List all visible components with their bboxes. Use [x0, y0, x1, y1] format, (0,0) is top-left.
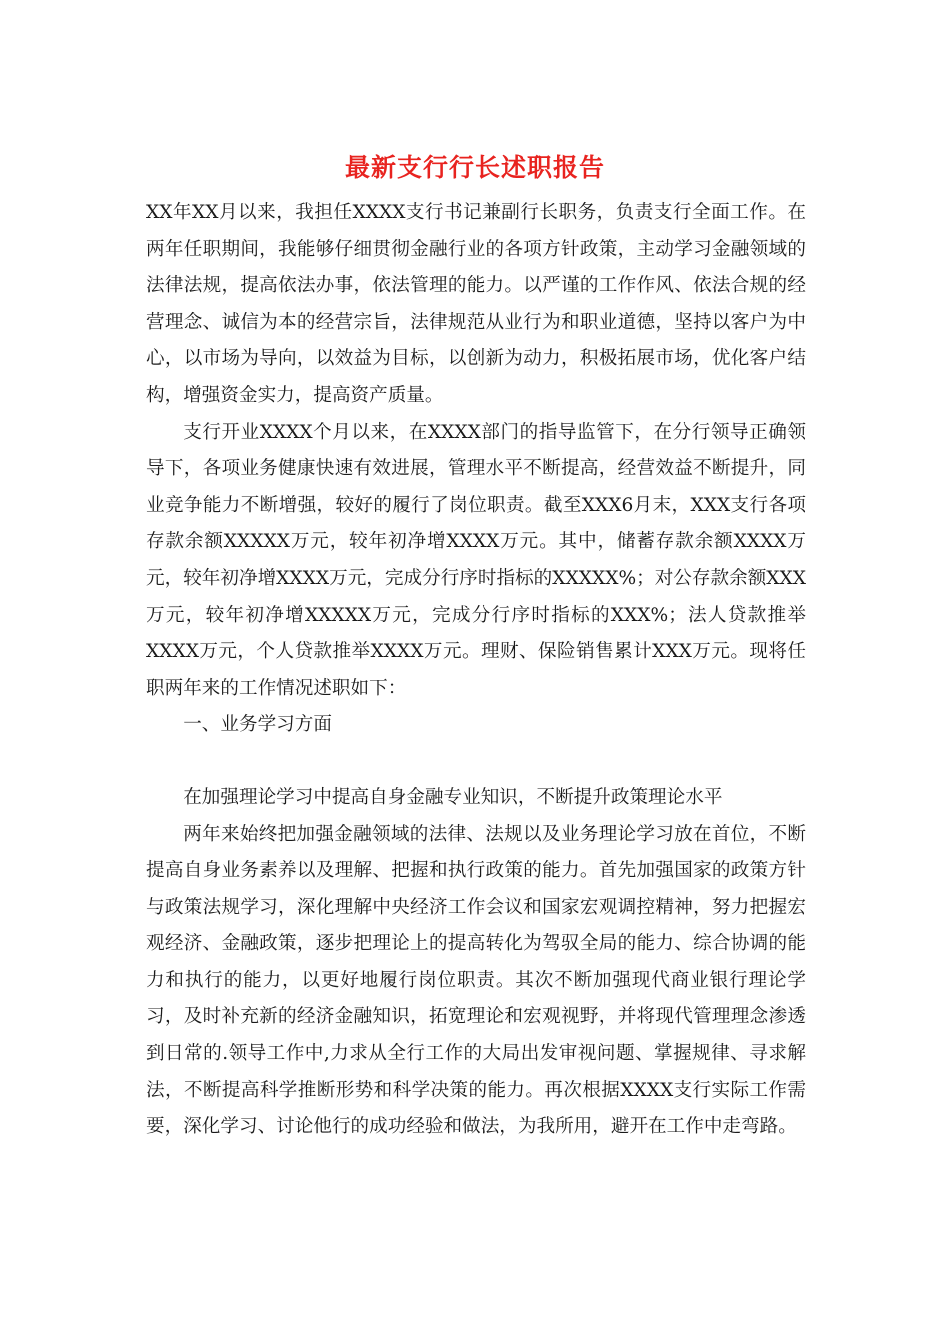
paragraph-summary: 支行开业XXXX个月以来，在XXXX部门的指导监管下，在分行领导正确领导下，各项业务健康快速有效进展，管理水平不断提高，经营效益不断提升，同业竞争能力不断增强，较好的履行了岗位职责。截至XXX6月末，XXX支行各项存款余额XXXXX万元，较年初净增XXXX万元。其中，储蓄存款余额XXXX万元，较年初净增XXXX万元，完成分行序时指标的XXXXX%；对公存款余额XXX万元，较年初净增XXXXX万元，完成分行序时指标的XXX%；法人贷款推举XXXX万元，个人贷款推举XXXX万元。理财、保险销售累计XXX万元。现将任职两年来的工作情况述职如下： — [146, 421, 806, 699]
document-body — [146, 195, 806, 1146]
document-title: 最新支行行长述职报告 — [344, 153, 605, 182]
paragraph-intro: XX年XX月以来，我担任XXXX支行书记兼副行长职务，负责支行全面工作。在两年任职期间，我能够仔细贯彻金融行业的各项方针政策，主动学习金融领域的法律法规，提高依法办事，依法管理的能力。以严谨的工作作风、依法合规的经营理念、诚信为本的经营宗旨，法律规范从业行为和职业道德，坚持以客户为中心，以市场为导向，以效益为目标，以创新为动力，积极拓展市场，优化客户结构，增强资金实力，提高资产质量。 — [146, 202, 806, 406]
section-spacer — [146, 744, 806, 780]
paragraph-study-details: 两年来始终把加强金融领域的法律、法规以及业务理论学习放在首位，不断提高自身业务素养以及理解、把握和执行政策的能力。首先加强国家的政策方针与政策法规学习，深化理解中央经济工作会议和国家宏观调控精神，努力把握宏观经济、金融政策，逐步把理论上的提高转化为驾驭全局的能力、综合协调的能力和执行的能力，以更好地履行岗位职责。其次不断加强现代商业银行理论学习，及时补充新的经济金融知识，拓宽理论和宏观视野，并将现代管理理念渗透到日常的.领导工作中,力求从全行工作的大局出发审视问题、掌握规律、寻求解法，不断提高科学推断形势和科学决策的能力。再次根据XXXX支行实际工作需要，深化学习、讨论他行的成功经验和做法，为我所用，避开在工作中走弯路。 — [146, 823, 806, 1138]
subsection-heading: 在加强理论学习中提高自身金融专业知识，不断提升政策理论水平 — [183, 786, 723, 808]
section-heading-study: 一、业务学习方面 — [183, 714, 332, 736]
